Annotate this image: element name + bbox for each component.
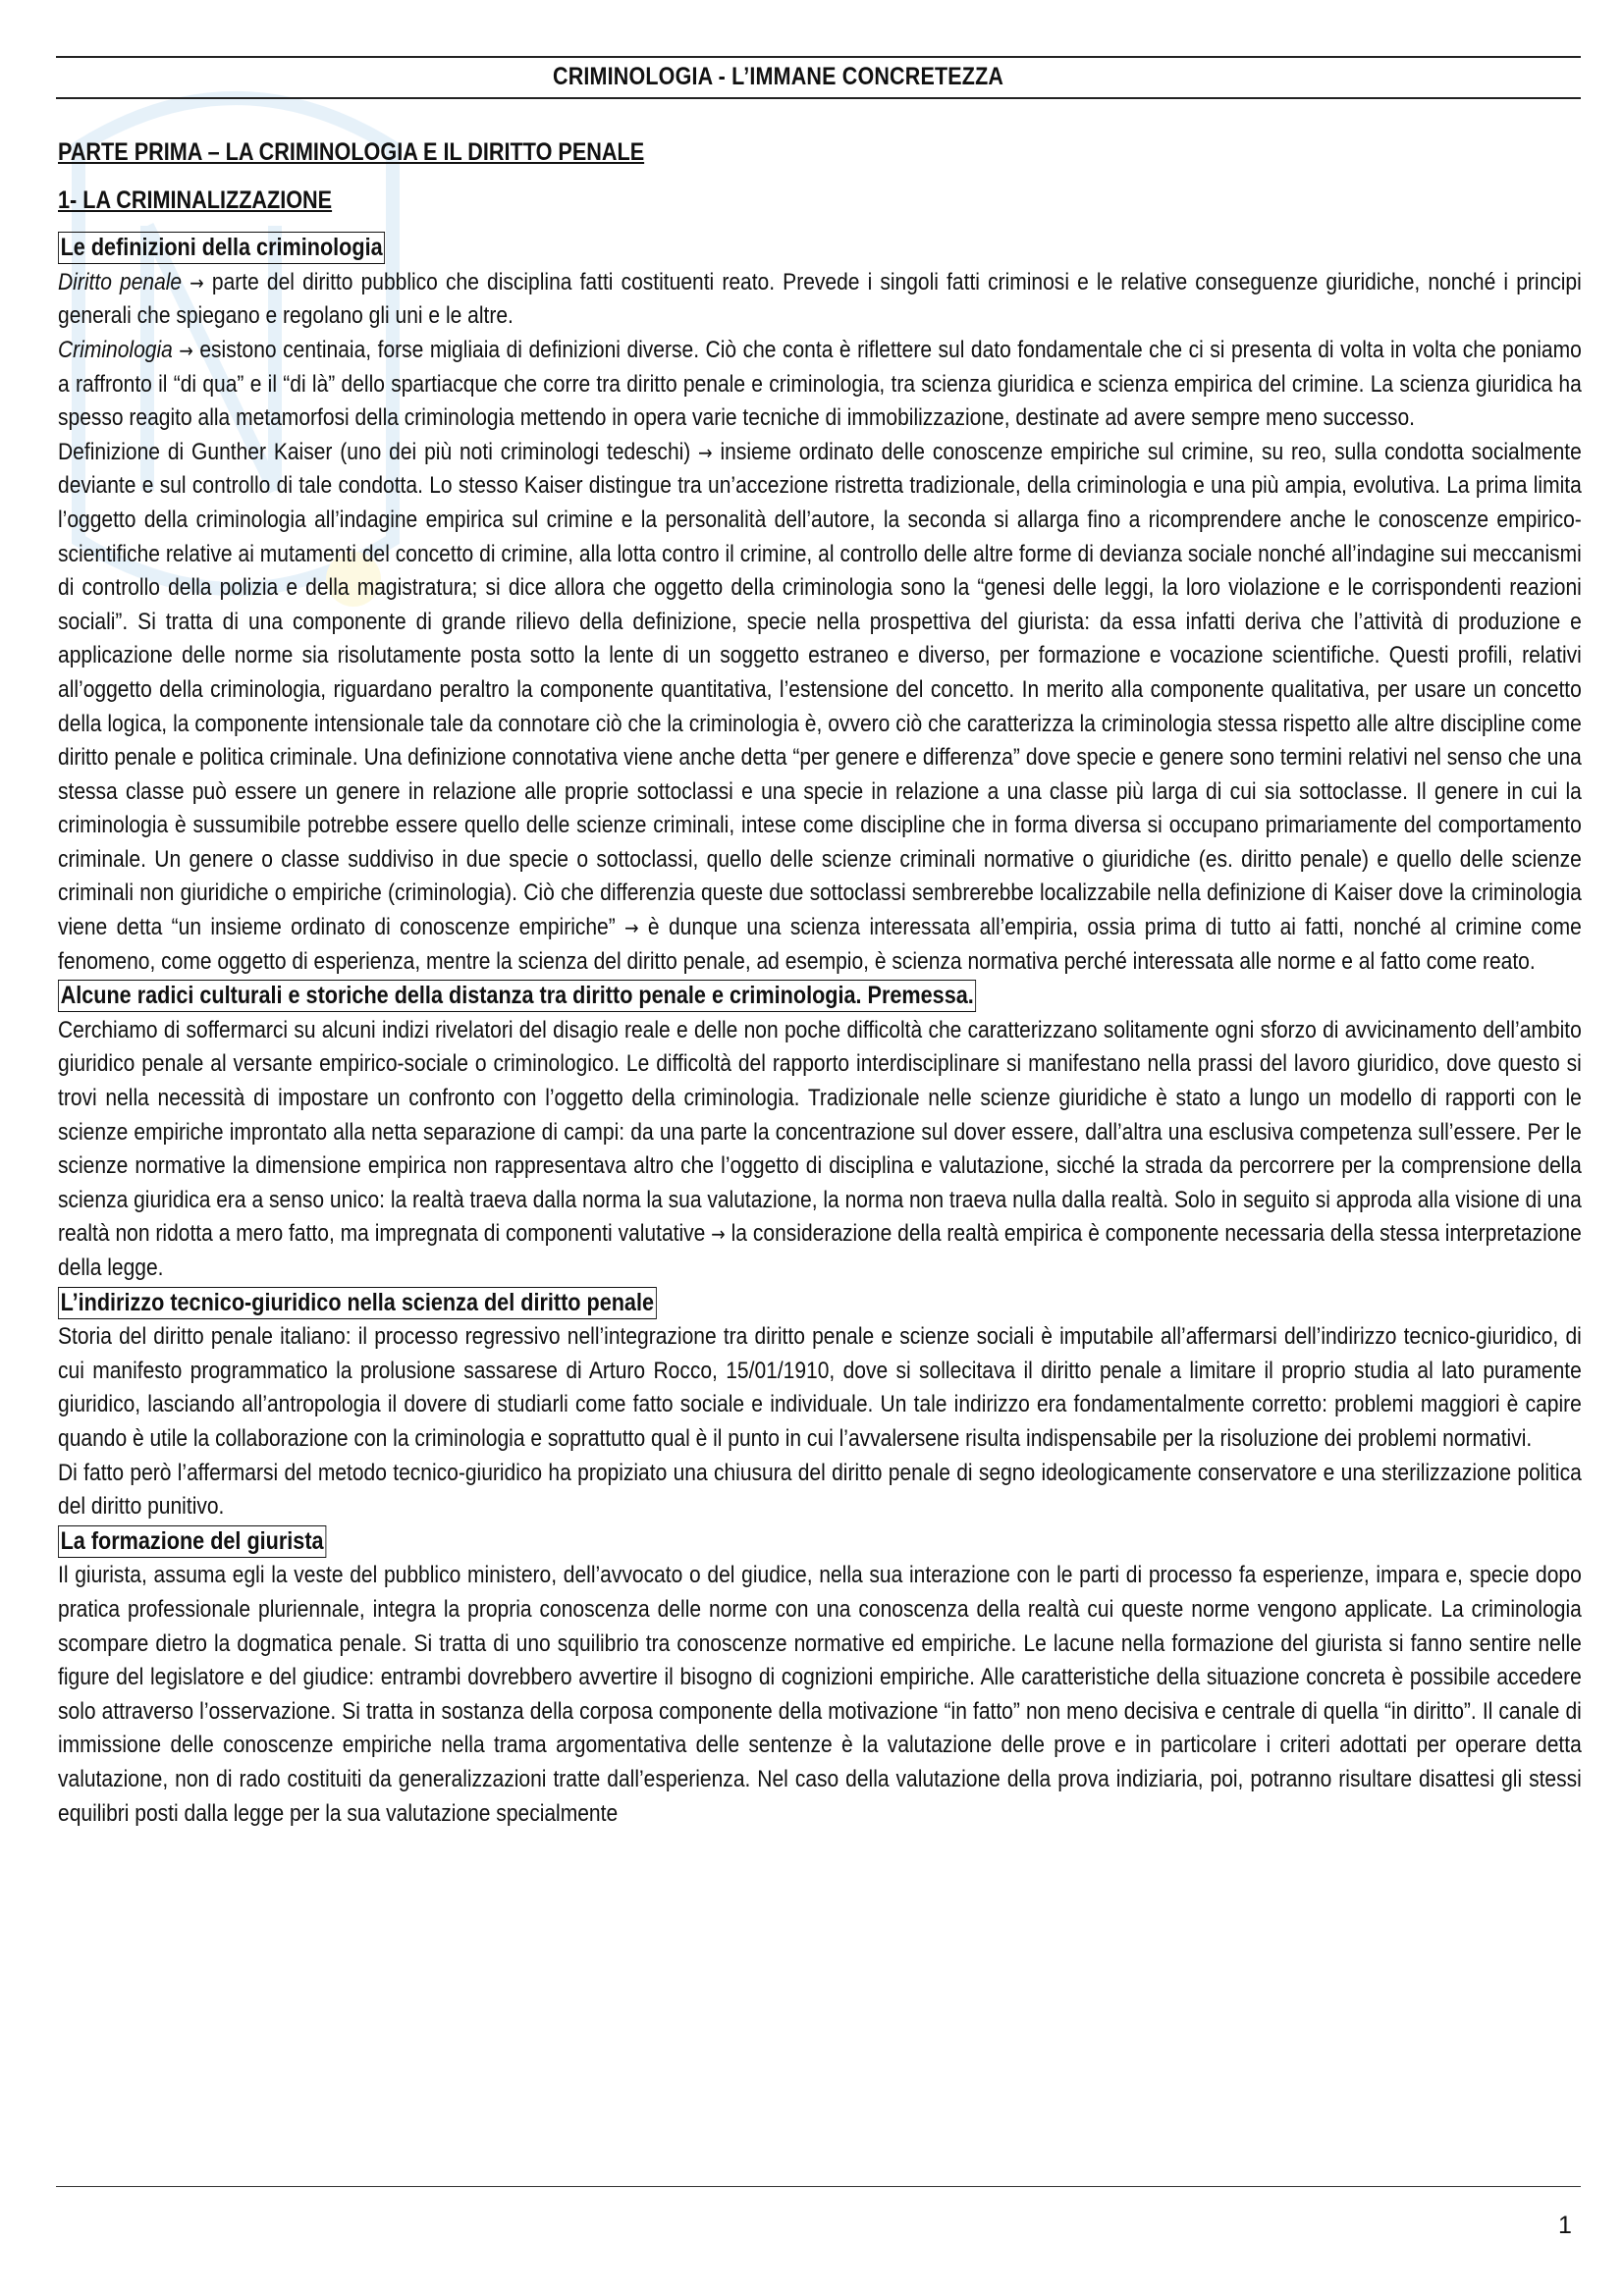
paragraph-text: Cerchiamo di soffermarci su alcuni indizi rivelatori del disagio reale e delle non poche difficoltà che caratterizzano solitamente ogni sforzo di avvicinamento dell’ambito giuridico penale al versante empirico-sociale o criminologico. Le difficoltà del rapporto interdisciplinare si manifestano nella prassi del lavoro giuridico, dove questo si trovi nella necessità di impostare un confronto con l’oggetto della criminologia. Tradizionale nelle scienze giuridiche è stato a lungo un modello di rapporti con le scienze empiriche improntato alla netta separazione di campi: da una parte la concentrazione sul dover essere, dall’altra una esclusiva competenza sull’essere. Per le scienze normative la dimensione empirica non rappresentava altro che l’oggetto di disciplina e valutazione, sicché la strada da percorrere per la comprensione della scienza giuridica era a senso unico: la realtà traeva dalla norma la sua valutazione, la norma non traeva nulla dalla realtà. Solo in seguito si approda alla visione di una realtà non ridotta a mero fatto, ma impregnata di componenti valutative [58, 1016, 1582, 1248]
arrow-icon: → [189, 270, 204, 294]
section-definizioni [58, 231, 1582, 979]
arrow-icon: → [711, 1222, 726, 1247]
paragraph-text: parte del diritto pubblico che disciplina fatti costituenti reato. Prevede i singoli fatti criminosi e le relative conseguenze giuridiche, nonché i principi generali che spiegano e regolano gli uni e le altre. [58, 268, 1582, 330]
header-bottom-rule [56, 97, 1581, 99]
paragraph-storia: Storia del diritto penale italiano: il processo regressivo nell’integrazione tra diritto penale e scienze sociali è imputabile all’affermarsi dell’indirizzo tecnico-giuridico, di cui manifesto programmatico la prolusione sassarese di Arturo Rocco, 15/01/1910, dove si sollecitava il diritto penale a limitare il proprio studia al lato puramente giuridico, lasciando all’antropologia il dovere di studiarli come fatto sociale e individuale. Un tale indirizzo era fondamentalmente corretto: problemi maggiori è capire quando è utile la collaborazione con la criminologia e soprattutto qual è il punto in cui l’avvalersene risulta indispensabile per la risoluzione dei problemi normativi. [58, 1323, 1582, 1452]
section-heading: Alcune radici culturali e storiche della distanza tra diritto penale e criminologia. Premessa. [58, 980, 976, 1012]
paragraph-text-continued: la considerazione della realtà empirica è componente necessaria della stessa interpretazione della legge. [58, 1220, 1582, 1281]
paragraph-chiusura: Di fatto però l’affermarsi del metodo tecnico-giuridico ha propiziato una chiusura del diritto penale di segno ideologicamente conservatore e una sterilizzazione politica del diritto punitivo. [58, 1459, 1582, 1521]
running-header-title: CRIMINOLOGIA - L’IMMANE CONCRETEZZA [553, 63, 1004, 90]
chapter-title: 1- LA CRIMINALIZZAZIONE [58, 186, 333, 214]
paragraph-diritto-penale [58, 266, 1582, 334]
term-diritto-penale: Diritto penale [58, 268, 183, 295]
arrow-icon: → [179, 338, 193, 362]
paragraph-criminologia [58, 334, 1582, 436]
section-indirizzo-tecnico-giuridico [58, 1286, 1582, 1524]
section-radici-culturali [58, 979, 1582, 1285]
paragraph-giurista: Il giurista, assuma egli la veste del pubblico ministero, dell’avvocato o del giudice, nella sua interazione con le parti di processo fa esperienze, impara e, specie dopo pratica professionale pluriennale, integra la propria conoscenza delle norme con una conoscenza della realtà cui queste norme vengono applicate. La criminologia scompare dietro la dogmatica penale. Si tratta di uno squilibrio tra conoscenze normative ed empiriche. Le lacune nella formazione del giurista si fanno sentire nelle figure del legislatore e del giudice: entrambi dovrebbero avvertire il bisogno di cognizioni empiriche. Alle caratteristiche della situazione concreta è possibile accedere solo attraverso l’osservazione. Si tratta in sostanza della corposa componente della motivazione “in fatto” non meno decisiva e centrale di quella “in diritto”. Il canale di immissione delle conoscenze empiriche nella trama argomentativa delle sentenze è la valutazione delle prove e in particolare i criteri adottati per operare detta valutazione, non di rado costituiti da generalizzazioni tratte dall’esperienza. Nel caso della valutazione della prova indiziaria, poi, potranno risultare disattesi gli stessi equilibri posti dalla legge per la sua valutazione specialmente [58, 1562, 1582, 1827]
footer-rule [56, 2186, 1581, 2187]
section-heading: Le definizioni della criminologia [58, 232, 385, 264]
document-body [58, 135, 1582, 1831]
page-number: 1 [1558, 2212, 1572, 2239]
paragraph-text: esistono centinaia, forse migliaia di definizioni diverse. Ciò che conta è riflettere sul dato fondamentale che ci si presenta di volta in volta che poniamo a raffronto il “di qua” e il “di là” dello spartiacque che corre tra diritto penale e criminologia, tra scienza giuridica e scienza empirica del crimine. La scienza giuridica ha spesso reagito alla metamorfosi della criminologia mettendo in opera varie tecniche di immobilizzazione, destinate ad avere sempre meno successo. [58, 336, 1582, 432]
section-formazione-giurista [58, 1524, 1582, 1831]
paragraph-premessa [58, 1014, 1582, 1286]
arrow-icon: → [698, 440, 713, 464]
paragraph-text: insieme ordinato delle conoscenze empiriche sul crimine, su reo, sulla condotta socialmente deviante e sul controllo di tale condotta. Lo stesso Kaiser distingue tra un’accezione ristretta tradizionale, della criminologia e una più ampia, evolutiva. La prima limita l’oggetto della criminologia all’indagine empirica sul crimine e la personalità dell’autore, la seconda si allarga fino a ricomprendere anche le conoscenze empirico-scientifiche relative ai mutamenti del concetto di crimine, alla lotta contro il crimine, al controllo delle altre forme di devianza sociale nonché all’indagine sui meccanismi di controllo della polizia e della magistratura; si dice allora che oggetto della criminologia sono la “genesi delle leggi, la loro violazione e le corrispondenti reazioni sociali”. Si tratta di una componente di grande rilievo della definizione, specie nella prospettiva del giurista: da essa infatti deriva che l’attività di produzione e applicazione delle norme sia risolutamente posta sotto la lente di un soggetto estraneo e diverso, per formazione e vocazione scientifiche. Questi profili, relativi all’oggetto della criminologia, riguardano peraltro la componente quantitativa, l’estensione del concetto. In merito alla componente qualitativa, per usare un concetto della logica, la componente intensionale tale da connotare ciò che la criminologia è, ovvero ciò che caratterizza la criminologia stessa rispetto alle altre discipline come diritto penale e politica criminale. Una definizione connotativa viene anche detta “per genere e differenza” dove specie e genere sono termini relativi nel senso che una stessa classe può essere un genere in relazione alle proprie sottoclassi e una specie in relazione a una classe più larga di cui sia sottoclasse. Il genere in cui la criminologia è sussumibile potrebbe essere quello delle scienze criminali, intese come discipline che in forma diversa si occupano primariamente del comportamento criminale. Un genere o classe suddiviso in due specie o sottoclassi, quello delle scienze criminali normative o giuridiche (es. diritto penale) e quello delle scienze criminali non giuridiche o empiriche (criminologia). Ciò che differenzia queste due sottoclassi sembrerebbe localizzabile nella definizione di Kaiser dove la criminologia viene detta “un insieme ordinato di conoscenze empiriche” [58, 438, 1582, 941]
section-heading: L’indirizzo tecnico-giuridico nella scienza del diritto penale [58, 1287, 657, 1319]
arrow-icon: → [624, 916, 639, 940]
header-top-rule [56, 56, 1581, 58]
paragraph-text-continued: è dunque una scienza interessata all’empiria, ossia prima di tutto ai fatti, nonché al crimine come fenomeno, come oggetto di esperienza, mentre la scienza del diritto penale, ad esempio, è scienza normativa perché interessata alle norme e al fatto come reato. [58, 914, 1582, 975]
part-title: PARTE PRIMA – LA CRIMINOLOGIA E IL DIRITTO PENALE [58, 138, 645, 166]
paragraph-lead: Definizione di Gunther Kaiser (uno dei più noti criminologi tedeschi) [58, 438, 699, 465]
term-criminologia: Criminologia [58, 336, 173, 363]
section-heading: La formazione del giurista [58, 1525, 326, 1558]
paragraph-kaiser [58, 436, 1582, 980]
